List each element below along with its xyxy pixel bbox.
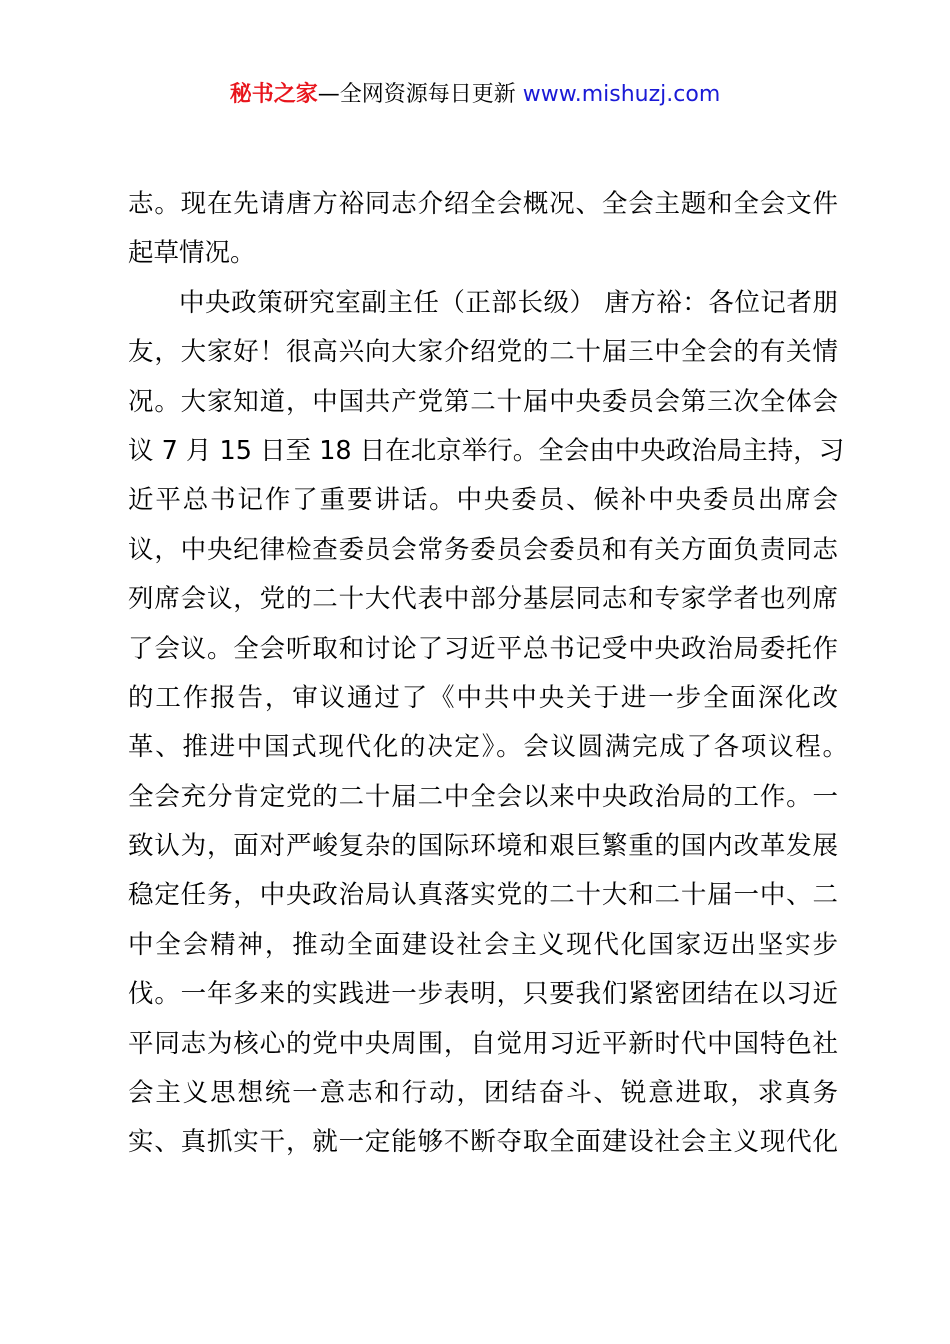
site-brand: 秘书之家 [229,82,318,107]
text-line: 议 7 月 15 日至 18 日在北京举行。全会由中央政治局主持，习 [128,435,845,466]
text-line: 革、推进中国式现代化的决定》。会议圆满完成了各项议程。 [128,732,848,763]
text-line: 友，大家好！很高兴向大家介绍党的二十届三中全会的有关情 [128,337,838,368]
text-line: 平同志为核心的党中央周围，自觉用习近平新时代中国特色社 [128,1028,838,1059]
site-tagline: —全网资源每日更新 [317,82,516,107]
text-line: 实、真抓实干，就一定能够不断夺取全面建设社会主义现代化 [128,1127,838,1158]
document-body [128,180,848,1168]
text-line: 的工作报告，审议通过了《中共中央关于进一步全面深化改 [128,682,838,713]
text-line: 伐。一年多来的实践进一步表明，只要我们紧密团结在以习近 [128,979,838,1010]
text-line: 志。现在先请唐方裕同志介绍全会概况、全会主题和全会文件 [128,189,838,219]
text-line: 了会议。全会听取和讨论了习近平总书记受中央政治局委托作 [128,633,838,664]
text-line: 议，中央纪律检查委员会常务委员会委员和有关方面负责同志 [128,534,838,565]
text-line: 致认为，面对严峻复杂的国际环境和艰巨繁重的国内改革发展 [128,831,838,862]
text-line: 稳定任务，中央政治局认真落实党的二十大和二十届一中、二 [128,880,838,911]
text-line: 中全会精神，推动全面建设社会主义现代化国家迈出坚实步 [128,929,838,960]
page-header [0,78,950,112]
text-line: 起草情况。 [128,238,256,269]
site-url-link[interactable]: www.mishuzj.com [522,82,721,107]
text-line: 全会充分肯定党的二十届二中全会以来中央政治局的工作。一 [128,781,838,812]
text-line: 况。大家知道，中国共产党第二十届中央委员会第三次全体会 [128,386,838,417]
paragraph-start-line: 中央政策研究室副主任（正部长级） 唐方裕：各位记者朋 [179,287,838,318]
text-line: 会主义思想统一意志和行动，团结奋斗、锐意进取，求真务 [128,1078,838,1109]
text-line: 列席会议，党的二十大代表中部分基层同志和专家学者也列席 [128,584,838,615]
text-line: 近平总书记作了重要讲话。中央委员、候补中央委员出席会 [128,485,838,516]
